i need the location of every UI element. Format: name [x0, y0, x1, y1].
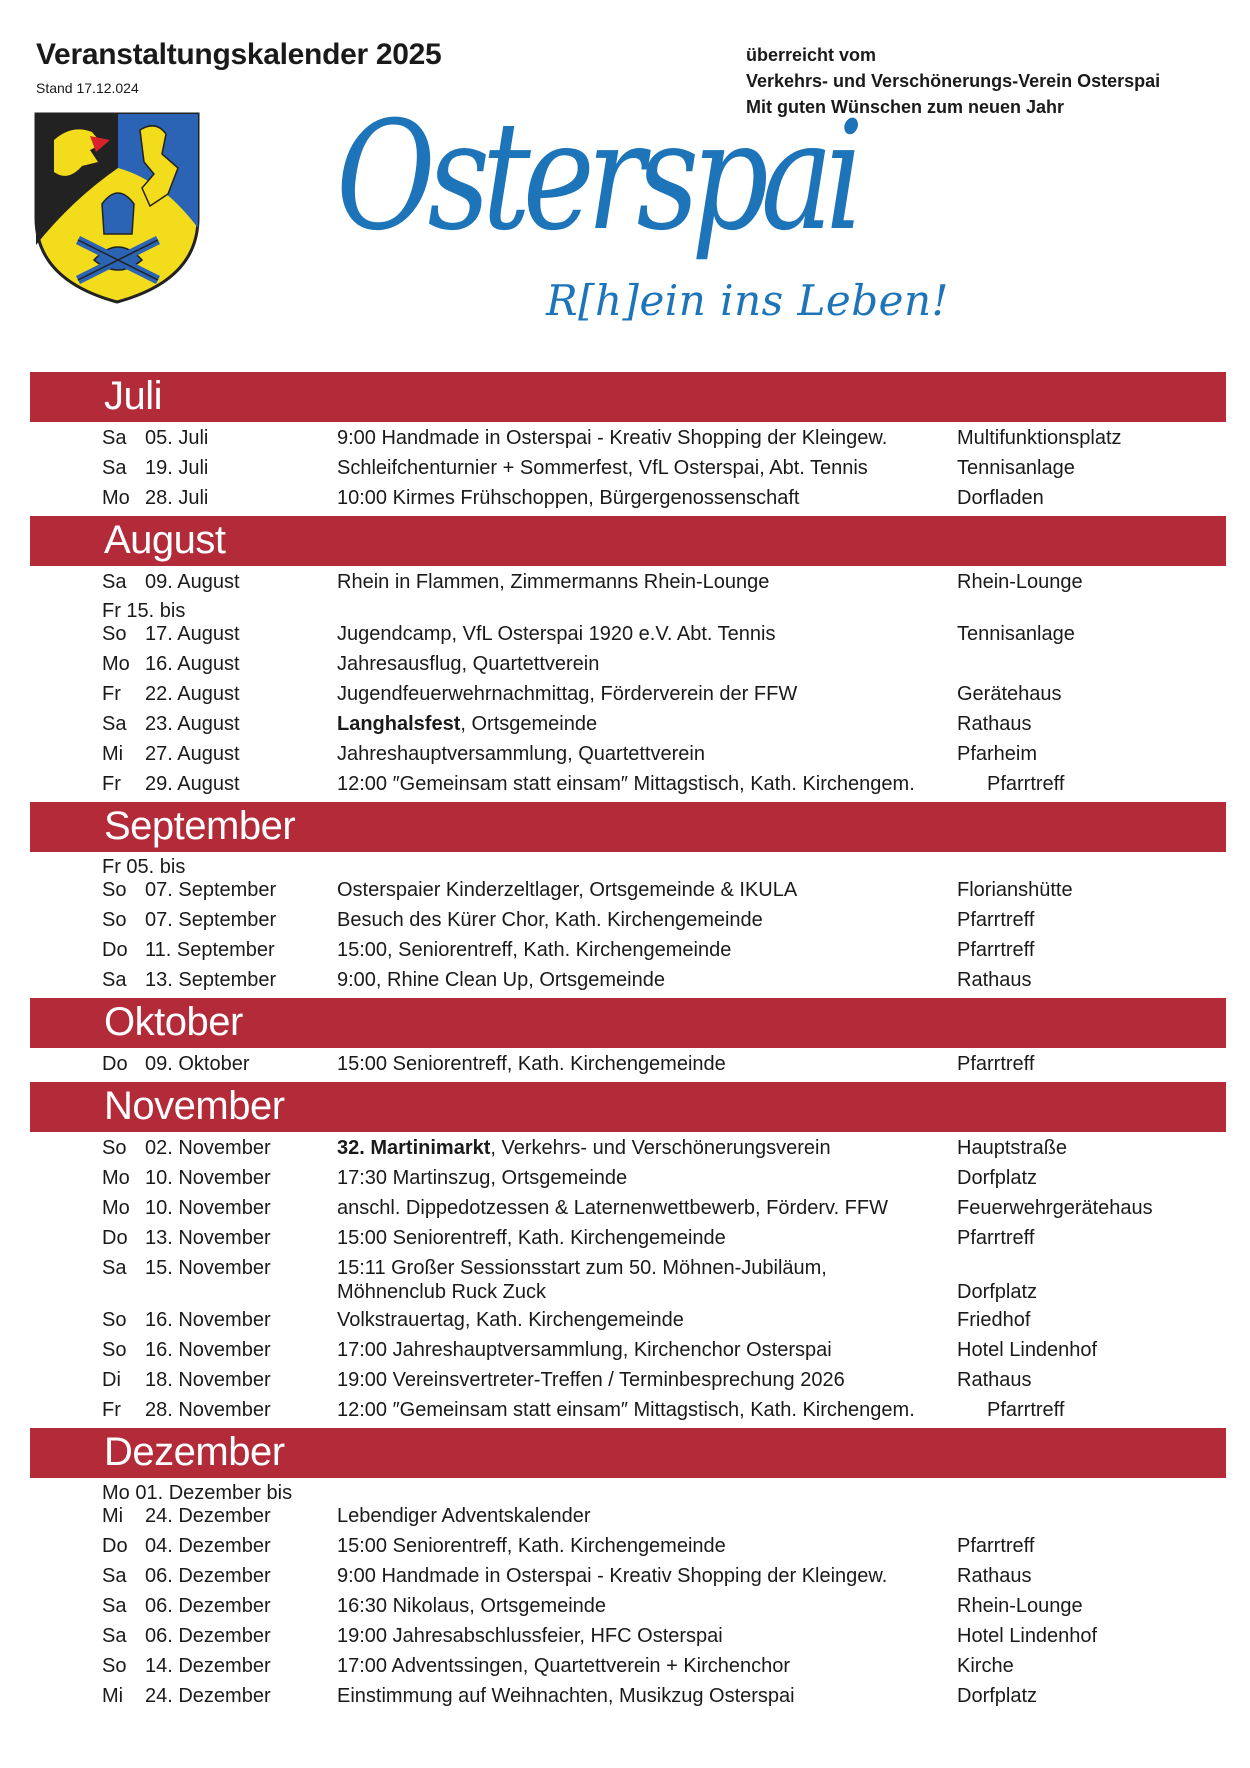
event-location: Hauptstraße — [957, 1137, 1068, 1159]
event-weekday: Do — [102, 1227, 128, 1249]
event-weekday: Mi — [102, 743, 124, 765]
event-description — [337, 1504, 591, 1528]
event-date: 27. August — [145, 743, 240, 765]
event-row — [30, 1564, 1226, 1594]
month-name: November — [104, 1084, 285, 1128]
event-row — [30, 1196, 1226, 1226]
event-text: Osterspaier Kinderzeltlager, Ortsgemeinde & IKULA — [337, 879, 798, 901]
event-date: 16. August — [145, 653, 240, 675]
event-row — [30, 878, 1226, 908]
event-row — [30, 1166, 1226, 1196]
event-description — [337, 1624, 723, 1648]
event-text: 15:00 Seniorentreff, Kath. Kirchengemeinde — [337, 1053, 726, 1075]
event-description — [337, 1654, 790, 1678]
event-location: Pfarrtreff — [987, 773, 1065, 795]
date-range-start — [30, 856, 1226, 878]
event-date: 17. August — [145, 623, 240, 645]
month-name: Dezember — [104, 1430, 285, 1474]
event-text-line-2: Möhnenclub Ruck Zuck — [337, 1281, 546, 1303]
event-description — [337, 1256, 827, 1304]
event-row — [30, 1594, 1226, 1624]
month-header — [30, 998, 1226, 1046]
event-row — [30, 1256, 1226, 1308]
event-weekday: Mi — [102, 1685, 124, 1707]
event-row — [30, 1368, 1226, 1398]
event-row — [30, 1534, 1226, 1564]
event-row — [30, 1398, 1226, 1428]
event-date: 10. November — [145, 1197, 271, 1219]
event-description — [337, 772, 915, 796]
coat-of-arms-icon — [32, 110, 202, 306]
event-weekday: Sa — [102, 1257, 127, 1279]
event-weekday: Mo — [102, 653, 130, 675]
month-name: September — [104, 804, 296, 848]
event-text: , Verkehrs- und Verschönerungsverein — [490, 1137, 831, 1159]
logo-text: Osterspai — [336, 100, 859, 264]
event-date: 24. Dezember — [145, 1505, 271, 1527]
event-weekday: Sa — [102, 571, 127, 593]
event-text: Jahreshauptversammlung, Quartettverein — [337, 743, 705, 765]
event-description — [337, 486, 800, 510]
event-location: Hotel Lindenhof — [957, 1625, 1098, 1647]
event-description — [337, 652, 599, 676]
event-location: Pfarrtreff — [957, 939, 1035, 961]
event-text: 17:00 Jahreshauptversammlung, Kirchenchor Osterspai — [337, 1339, 832, 1361]
event-location: Rhein-Lounge — [957, 1595, 1083, 1617]
event-text: , Ortsgemeinde — [460, 713, 598, 735]
event-row — [30, 1226, 1226, 1256]
event-description — [337, 1136, 831, 1160]
event-location: Rathaus — [957, 713, 1032, 735]
event-text: 15:00 Seniorentreff, Kath. Kirchengemeinde — [337, 1535, 726, 1557]
stand-date: Stand 17.12.024 — [36, 80, 139, 96]
event-calendar — [30, 372, 1226, 1714]
event-weekday: Do — [102, 1053, 128, 1075]
event-location: Rathaus — [957, 1369, 1032, 1391]
event-date: 28. Juli — [145, 487, 209, 509]
event-row — [30, 772, 1226, 802]
event-location: Rathaus — [957, 969, 1032, 991]
osterspai-logo — [330, 100, 870, 275]
event-date: 14. Dezember — [145, 1655, 271, 1677]
event-date: 13. September — [145, 969, 277, 991]
event-row — [30, 1654, 1226, 1684]
organizer-line-3: Mit guten Wünschen zum neuen Jahr — [746, 97, 1065, 117]
event-weekday: Do — [102, 1535, 128, 1557]
event-location: Hotel Lindenhof — [957, 1339, 1098, 1361]
event-text: 10:00 Kirmes Frühschoppen, Bürgergenossenschaft — [337, 487, 800, 509]
event-highlight: Langhalsfest — [337, 713, 461, 735]
event-row — [30, 426, 1226, 456]
event-location: Kirche — [957, 1655, 1014, 1677]
month-divider — [30, 850, 1226, 852]
event-row — [30, 622, 1226, 652]
event-text: Einstimmung auf Weihnachten, Musikzug Osterspai — [337, 1685, 795, 1707]
event-description — [337, 1166, 627, 1190]
event-location: Dorfplatz — [957, 1281, 1038, 1303]
event-row — [30, 682, 1226, 712]
event-date: 13. November — [145, 1227, 271, 1249]
event-description — [337, 1338, 832, 1362]
event-weekday: Mo — [102, 1167, 130, 1189]
event-text: Lebendiger Adventskalender — [337, 1505, 591, 1527]
event-description — [337, 1226, 726, 1250]
event-location: Dorfplatz — [957, 1167, 1038, 1189]
event-text: 9:00, Rhine Clean Up, Ortsgemeinde — [337, 969, 665, 991]
event-text: Jahresausflug, Quartettverein — [337, 653, 600, 675]
event-weekday: So — [102, 1309, 127, 1331]
date-range-start — [30, 600, 1226, 622]
month-divider — [30, 564, 1226, 566]
event-text: 16:30 Nikolaus, Ortsgemeinde — [337, 1595, 607, 1617]
event-date: 16. November — [145, 1339, 271, 1361]
event-description — [337, 908, 763, 932]
event-row — [30, 938, 1226, 968]
month-divider — [30, 420, 1226, 422]
event-weekday: Do — [102, 939, 128, 961]
month-divider — [30, 1046, 1226, 1048]
event-date: 09. August — [145, 571, 240, 593]
month-name: Juli — [104, 374, 163, 418]
event-text: 9:00 Handmade in Osterspai - Kreativ Shopping der Kleingew. — [337, 427, 888, 449]
event-description — [337, 570, 769, 594]
event-description — [337, 682, 797, 706]
event-location: Rhein-Lounge — [957, 571, 1083, 593]
event-date: 07. September — [145, 909, 277, 931]
event-row — [30, 570, 1226, 600]
event-weekday: Sa — [102, 457, 127, 479]
event-description — [337, 1564, 887, 1588]
event-date: 09. Oktober — [145, 1053, 250, 1075]
event-text: Rhein in Flammen, Zimmermanns Rhein-Lounge — [337, 571, 770, 593]
event-weekday: Mo — [102, 1197, 130, 1219]
event-description — [337, 712, 597, 736]
event-weekday: Fr — [102, 773, 121, 795]
event-location: Friedhof — [957, 1309, 1031, 1331]
event-weekday: Sa — [102, 1625, 127, 1647]
month-header — [30, 802, 1226, 850]
event-weekday: So — [102, 1137, 127, 1159]
event-text: 19:00 Jahresabschlussfeier, HFC Osterspai — [337, 1625, 723, 1647]
event-text: Volkstrauertag, Kath. Kirchengemeinde — [337, 1309, 684, 1331]
event-location: Feuerwehrgerätehaus — [957, 1197, 1153, 1219]
range-start-text: Mo 01. Dezember bis — [102, 1482, 293, 1504]
organizer-line-1: überreicht vom — [746, 45, 877, 65]
range-start-text: Fr 15. bis — [102, 600, 186, 622]
event-weekday: Sa — [102, 1565, 127, 1587]
event-description — [337, 456, 868, 480]
organizer-line-2: Verkehrs- und Verschönerungs-Verein Osterspai — [746, 71, 1161, 91]
month-name: Oktober — [104, 1000, 243, 1044]
event-date: 10. November — [145, 1167, 271, 1189]
event-date: 07. September — [145, 879, 277, 901]
event-date: 11. September — [145, 939, 275, 961]
event-date: 05. Juli — [145, 427, 209, 449]
event-description — [337, 1684, 795, 1708]
event-location: Tennisanlage — [957, 457, 1075, 479]
range-start-text: Fr 05. bis — [102, 856, 186, 878]
page-title: Veranstaltungskalender 2025 — [36, 38, 442, 71]
month-header — [30, 1082, 1226, 1130]
event-text: Jugendcamp, VfL Osterspai 1920 e.V. Abt. Tennis — [337, 623, 776, 645]
event-weekday: So — [102, 879, 127, 901]
event-text: 12:00 ″Gemeinsam statt einsam″ Mittagstisch, Kath. Kirchengem. — [337, 1399, 915, 1421]
event-weekday: Sa — [102, 713, 127, 735]
month-header — [30, 516, 1226, 564]
event-row — [30, 1308, 1226, 1338]
event-description — [337, 1368, 845, 1392]
event-weekday: So — [102, 623, 127, 645]
event-row — [30, 1504, 1226, 1534]
event-location: Florianshütte — [957, 879, 1073, 901]
event-description — [337, 622, 775, 646]
event-location: Pfarrtreff — [957, 1227, 1035, 1249]
event-location: Pfarrtreff — [957, 909, 1035, 931]
event-weekday: So — [102, 1339, 127, 1361]
event-date: 16. November — [145, 1309, 271, 1331]
event-weekday: So — [102, 1655, 127, 1677]
event-text: anschl. Dippedotzessen & Laternenwettbewerb, Förderv. FFW — [337, 1197, 888, 1219]
event-date: 28. November — [145, 1399, 271, 1421]
event-description — [337, 938, 731, 962]
event-weekday: Sa — [102, 1595, 127, 1617]
event-weekday: Sa — [102, 969, 127, 991]
event-description — [337, 742, 705, 766]
event-description — [337, 968, 665, 992]
event-description — [337, 1308, 684, 1332]
event-row — [30, 1624, 1226, 1654]
event-weekday: Fr — [102, 1399, 121, 1421]
event-text: Schleifchenturnier + Sommerfest, VfL Osterspai, Abt. Tennis — [337, 457, 868, 479]
event-date: 06. Dezember — [145, 1595, 271, 1617]
event-date: 15. November — [145, 1257, 271, 1279]
event-text: 17:00 Adventssingen, Quartettverein + Kirchenchor — [337, 1655, 791, 1677]
event-date: 24. Dezember — [145, 1685, 271, 1707]
event-location: Dorfladen — [957, 487, 1044, 509]
event-date: 06. Dezember — [145, 1565, 271, 1587]
event-text: 15:00 Seniorentreff, Kath. Kirchengemeinde — [337, 1227, 726, 1249]
event-description — [337, 1594, 606, 1618]
event-row — [30, 456, 1226, 486]
event-date: 19. Juli — [145, 457, 209, 479]
event-date: 22. August — [145, 683, 240, 705]
event-text: Besuch des Kürer Chor, Kath. Kirchengemeinde — [337, 909, 763, 931]
event-row — [30, 712, 1226, 742]
event-date: 23. August — [145, 713, 240, 735]
event-location: Tennisanlage — [957, 623, 1075, 645]
event-description — [337, 878, 797, 902]
event-row — [30, 652, 1226, 682]
event-description — [337, 1052, 726, 1076]
event-location: Multifunktionsplatz — [957, 427, 1122, 449]
slogan: R[h]ein ins Leben! — [546, 276, 949, 325]
date-range-start — [30, 1482, 1226, 1504]
event-text: 15:11 Großer Sessionsstart zum 50. Möhnen-Jubiläum, — [337, 1257, 827, 1279]
month-header — [30, 1428, 1226, 1476]
event-highlight: 32. Martinimarkt — [337, 1137, 491, 1159]
event-row — [30, 1684, 1226, 1714]
event-location: Pfarrtreff — [957, 1535, 1035, 1557]
event-row — [30, 1052, 1226, 1082]
event-location: Gerätehaus — [957, 683, 1062, 705]
event-row — [30, 1338, 1226, 1368]
event-date: 18. November — [145, 1369, 271, 1391]
event-text: Jugendfeuerwehrnachmittag, Förderverein der FFW — [337, 683, 798, 705]
event-row — [30, 1136, 1226, 1166]
event-location: Pfarheim — [957, 743, 1038, 765]
event-row — [30, 908, 1226, 938]
event-description — [337, 426, 887, 450]
month-divider — [30, 1476, 1226, 1478]
month-header — [30, 372, 1226, 420]
event-weekday: Mi — [102, 1505, 124, 1527]
event-text: 19:00 Vereinsvertreter-Treffen / Terminbesprechung 2026 — [337, 1369, 845, 1391]
event-weekday: So — [102, 909, 127, 931]
event-row — [30, 968, 1226, 998]
event-weekday: Di — [102, 1369, 121, 1391]
event-location: Pfarrtreff — [987, 1399, 1065, 1421]
event-text: 9:00 Handmade in Osterspai - Kreativ Shopping der Kleingew. — [337, 1565, 888, 1587]
event-weekday: Sa — [102, 427, 127, 449]
event-date: 29. August — [145, 773, 240, 795]
event-date: 06. Dezember — [145, 1625, 271, 1647]
event-location: Rathaus — [957, 1565, 1032, 1587]
event-text: 15:00, Seniorentreff, Kath. Kirchengemeinde — [337, 939, 732, 961]
event-location: Dorfplatz — [957, 1685, 1038, 1707]
event-description — [337, 1196, 888, 1220]
event-description — [337, 1398, 915, 1422]
event-row — [30, 486, 1226, 516]
event-text: 17:30 Martinszug, Ortsgemeinde — [337, 1167, 628, 1189]
month-divider — [30, 1130, 1226, 1132]
month-name: August — [104, 518, 226, 562]
event-description — [337, 1534, 726, 1558]
event-weekday: Mo — [102, 487, 130, 509]
event-text: 12:00 ″Gemeinsam statt einsam″ Mittagstisch, Kath. Kirchengem. — [337, 773, 915, 795]
event-row — [30, 742, 1226, 772]
event-weekday: Fr — [102, 683, 121, 705]
event-date: 02. November — [145, 1137, 271, 1159]
event-location: Pfarrtreff — [957, 1053, 1035, 1075]
event-date: 04. Dezember — [145, 1535, 271, 1557]
